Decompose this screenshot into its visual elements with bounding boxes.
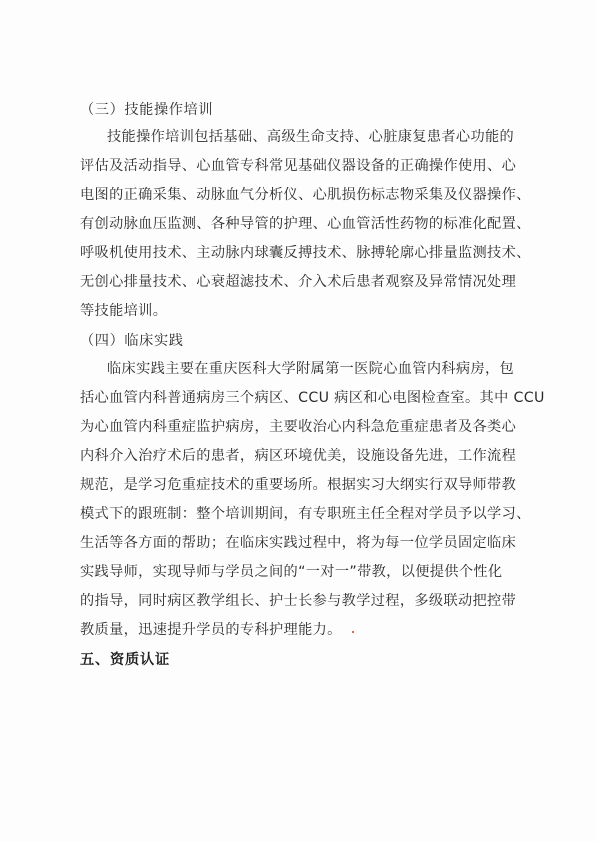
- section-3-paragraph-line: 评估及活动指导、心血管专科常见基础仪器设备的正确操作使用、心: [80, 158, 517, 174]
- section-4-paragraph-line: 模式下的跟班制：整个培训期间，有专职班主任全程对学员予以学习、: [80, 506, 531, 522]
- section-3-paragraph-line: 电图的正确采集、动脉血气分析仪、心肌损伤标志物采集及仪器操作、: [80, 187, 531, 203]
- section-4-paragraph-line: 生活等各方面的帮助；在临床实践过程中，将为每一位学员固定临床: [80, 535, 517, 551]
- section-4-paragraph-line: 实践导师，实现导师与学员之间的“一对一”带教，以便提供个性化: [80, 564, 503, 580]
- section-3-paragraph-line: 有创动脉血压监测、各种导管的护理、心血管活性药物的标准化配置、: [80, 216, 531, 232]
- section-3-paragraph-line: 呼吸机使用技术、主动脉内球囊反搏技术、脉搏轮廓心排量监测技术、: [80, 245, 531, 261]
- section-4-paragraph-line: 规范，是学习危重症技术的重要场所。根据实习大纲实行双导师带教: [80, 477, 517, 493]
- section-4-paragraph-line: 临床实践主要在重庆医科大学附属第一医院心血管内科病房，包: [107, 361, 515, 377]
- section-4-paragraph-line: 内科介入治疗术后的患者，病区环境优美，设施设备先进，工作流程: [80, 448, 517, 464]
- section-3-heading: （三）技能操作培训: [80, 102, 214, 118]
- red-ink-dot: [352, 631, 354, 633]
- section-4-paragraph-line: 教质量，迅速提升学员的专科护理能力。: [80, 622, 342, 638]
- section-4-paragraph-line: 的指导，同时病区教学组长、护士长参与教学过程，多级联动把控带: [80, 593, 517, 609]
- section-3-paragraph-line: 无创心排量技术、心衰超滤技术、介入术后患者观察及异常情况处理: [80, 274, 517, 290]
- section-4-paragraph-line: 括心血管内科普通病房三个病区、CCU 病区和心电图检查室。其中 CCU: [80, 390, 545, 406]
- section-4-heading: （四）临床实践: [80, 333, 184, 349]
- section-4-paragraph-line: 为心血管内科重症监护病房，主要收治心内科急危重症患者及各类心: [80, 419, 517, 435]
- section-3-paragraph-line: 技能操作培训包括基础、高级生命支持、心脏康复患者心功能的: [107, 129, 515, 145]
- section-5-heading: 五、资质认证: [80, 652, 170, 668]
- section-3-paragraph-line: 等技能培训。: [80, 303, 168, 319]
